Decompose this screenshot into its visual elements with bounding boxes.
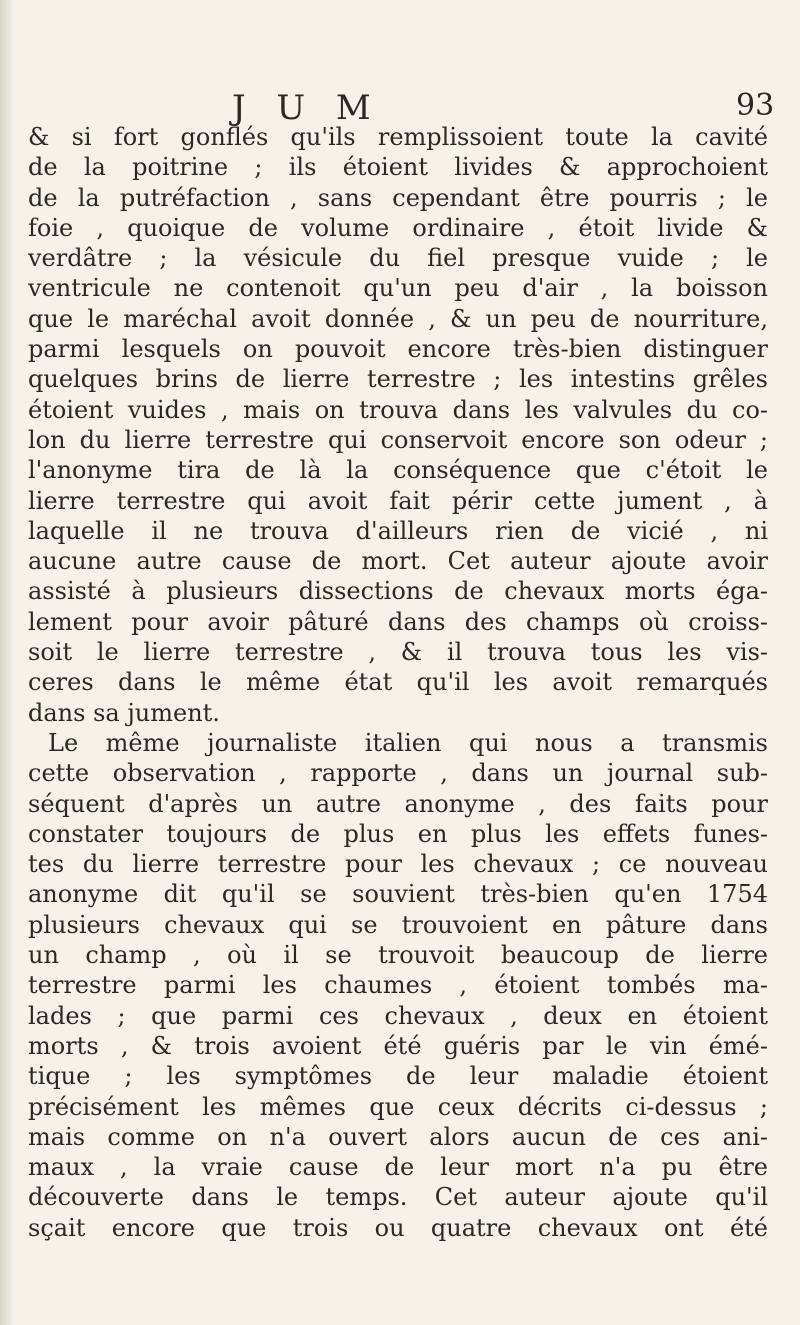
text-line: maux , la vraie cause de leur mort n'a pu être [28,1153,768,1182]
page-gutter-shadow [0,0,14,1325]
text-line: morts , & trois avoient été guéris par le vin émé- [28,1031,768,1060]
text-line: l'anonyme tira de là la conséquence que c'étoit le [28,456,768,485]
text-line: plusieurs chevaux qui se trouvoient en pâture dans [28,910,768,939]
text-line: parmi lesquels on pouvoit encore très-bien distinguer [28,335,768,364]
text-line: laquelle il ne trouva d'ailleurs rien de vicié , ni [28,516,768,545]
text-line: tique ; les symptômes de leur maladie étoient [28,1062,768,1091]
text-line: ventricule ne contenoit qu'un peu d'air , la boisson [28,274,768,303]
text-line: & si fort gonflés qu'ils remplissoient toute la cavité [28,123,768,151]
text-line: séquent d'après un autre anonyme , des faits pour [28,789,768,818]
text-line: mais comme on n'a ouvert alors aucun de ces ani- [28,1122,768,1151]
body-text [28,122,768,1243]
text-line: quelques brins de lierre terrestre ; les intestins grêles [28,365,768,394]
text-line: un champ , où il se trouvoit beaucoup de lierre [28,941,768,970]
page-number: 93 [736,88,775,123]
text-line: constater toujours de plus en plus les effets funes- [28,819,768,848]
text-line: assisté à plusieurs dissections de chevaux morts éga- [28,577,768,606]
paragraph-first-line: Le même journaliste italien qui nous a transmis [48,728,768,757]
paragraph-end-line: dans sa jument. [28,698,220,727]
text-line: de la poitrine ; ils étoient livides & approchoient [28,153,768,182]
text-line: lon du lierre terrestre qui conservoit encore son odeur ; [28,425,768,454]
text-line: soit le lierre terrestre , & il trouva tous les vis- [28,638,768,667]
text-line: anonyme dit qu'il se souvient très-bien qu'en 1754 [28,880,768,909]
text-line: lades ; que parmi ces chevaux , deux en étoient [28,1001,768,1030]
text-line: découverte dans le temps. Cet auteur ajoute qu'il [28,1183,768,1212]
text-line: terrestre parmi les chaumes , étoient tombés ma- [28,971,768,1000]
text-line: que le maréchal avoit donnée , & un peu de nourriture, [28,304,768,333]
text-line: ceres dans le même état qu'il les avoit remarqués [28,668,768,697]
text-line: foie , quoique de volume ordinaire , étoit livide & [28,213,768,242]
running-head: J U M [232,88,381,128]
text-line: sçait encore que trois ou quatre chevaux ont été [28,1213,768,1242]
text-line: verdâtre ; la vésicule du fiel presque vuide ; le [28,244,768,273]
text-line: lierre terrestre qui avoit fait périr cette jument , à [28,486,768,515]
text-line: étoient vuides , mais on trouva dans les valvules du co- [28,395,768,424]
text-line: aucune autre cause de mort. Cet auteur ajoute avoir [28,547,768,576]
text-line: précisément les mêmes que ceux décrits ci-dessus ; [28,1092,768,1121]
text-line: de la putréfaction , sans cependant être pourris ; le [28,183,768,212]
text-line: lement pour avoir pâturé dans des champs où croiss- [28,607,768,636]
text-line: tes du lierre terrestre pour les chevaux ; ce nouveau [28,850,768,879]
text-line: cette observation , rapporte , dans un journal sub- [28,759,768,788]
